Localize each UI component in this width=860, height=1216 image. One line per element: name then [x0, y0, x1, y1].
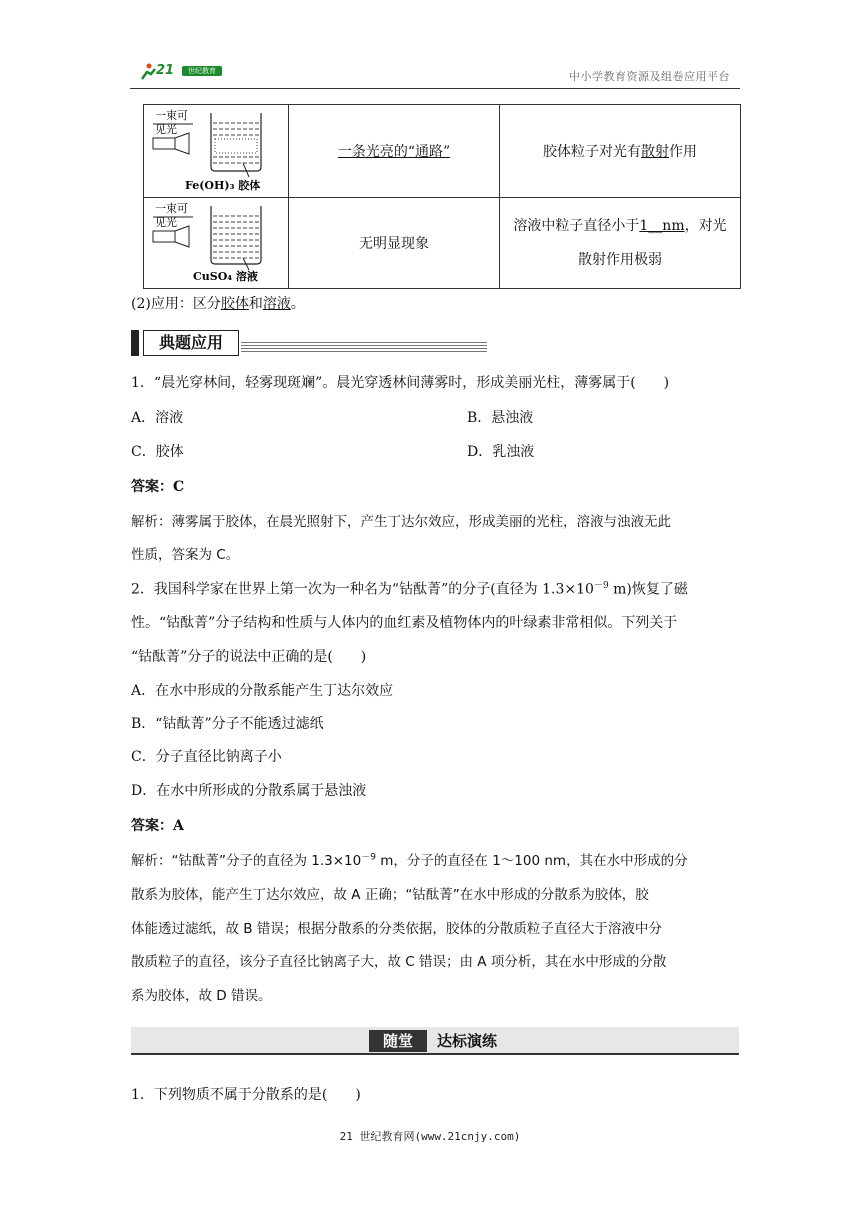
- colloid-figure: [144, 105, 289, 198]
- q2-option-a: A．在水中形成的分散系能产生丁达尔效应: [131, 683, 394, 699]
- q2-solution-line1: [131, 849, 688, 869]
- q2-stem-line3: “钴酞菁”分子的说法中正确的是( ): [131, 649, 367, 665]
- practice-q1: 1．下列物质不属于分散系的是( ): [131, 1087, 361, 1103]
- page-footer: 21 世纪教育网(www.21cnjy.com): [339, 1130, 521, 1143]
- q2-exponent: －9: [593, 581, 609, 591]
- reason-cell: [500, 198, 741, 289]
- q2-solution-line2: 散系为胶体，能产生丁达尔效应，故 A 正确；“钴酞菁”在水中形成的分散系为胶体，胶: [131, 887, 649, 903]
- light-label-1: 一束可: [155, 109, 188, 122]
- q2-option-c: C．分子直径比钠离子小: [131, 749, 282, 765]
- solution-figure: [144, 198, 289, 289]
- light-label-2: 见光: [155, 216, 177, 229]
- site-logo: [138, 62, 233, 82]
- phenomenon-text: 一条光亮的“通路”: [337, 144, 451, 160]
- logo-subtext: 世纪教育: [182, 66, 222, 76]
- section-title: [131, 328, 487, 358]
- q2-solution-text-end: m，分子的直径在 1～100 nm，其在水中形成的分: [375, 853, 688, 869]
- q2-stem-line1: [131, 578, 688, 599]
- beaker-solution-illustration: [145, 198, 287, 284]
- phenomenon-cell: [289, 198, 500, 289]
- application-end: 。: [290, 296, 305, 312]
- application-text: (2)应用：区分: [131, 296, 221, 312]
- q2-stem-text: 2．我国科学家在世界上第一次为一种名为“钴酞菁”的分子(直径为 1.3×10: [131, 581, 594, 598]
- title-hatch: [241, 342, 487, 352]
- q2-option-d: D．在水中所形成的分散系属于悬浊液: [131, 783, 367, 799]
- banner-label-left: 随堂: [369, 1030, 427, 1052]
- q1-solution-line1: 解析：薄雾属于胶体，在晨光照射下，产生丁达尔效应，形成美丽的光柱，溶液与浊液无此: [131, 514, 671, 530]
- q2-solution-line5: 系为胶体，故 D 错误。: [131, 988, 272, 1004]
- logo-text: 21: [156, 63, 175, 78]
- q2-stem-text-end: m)恢复了磁: [608, 581, 688, 598]
- solution-caption: CuSO₄ 溶液: [193, 270, 258, 283]
- table-row: [144, 105, 741, 198]
- q2-option-b: B．“钴酞菁”分子不能透过滤纸: [131, 716, 324, 732]
- tyndall-table: [143, 104, 741, 289]
- q1-option-a: A．溶液: [131, 410, 184, 426]
- light-label-1: 一束可: [155, 202, 188, 215]
- colloid-caption: Fe(OH)₃ 胶体: [185, 179, 261, 192]
- q1-answer: 答案：C: [131, 479, 185, 495]
- q2-solution-line3: 体能透过滤纸，故 B 错误；根据分散系的分类依据，胶体的分散质粒子直径大于溶液中分: [131, 921, 662, 937]
- q1-stem: 1．“晨光穿林间，轻雾现斑斓”。晨光穿透林间薄雾时，形成美丽光柱，薄雾属于( ): [131, 375, 670, 391]
- light-label-2: 见光: [155, 123, 177, 136]
- q1-option-c: C．胶体: [131, 444, 184, 460]
- q2-stem-line2: 性。“钴酞菁”分子结构和性质与人体内的血红素及植物体内的叶绿素非常相似。下列关于: [131, 615, 678, 631]
- application-term-solution: 溶液: [262, 296, 291, 312]
- banner-label-right: 达标演练: [437, 1032, 498, 1050]
- beaker-colloid-illustration: [145, 105, 287, 193]
- title-bar: [131, 330, 139, 356]
- q1-option-b: B．悬浊液: [467, 410, 534, 426]
- page-header: [130, 60, 740, 89]
- q2-solution-exponent: －9: [361, 852, 376, 863]
- application-and: 和: [248, 296, 263, 312]
- q2-answer: 答案：A: [131, 818, 184, 834]
- table-row: [144, 198, 741, 289]
- practice-banner: [131, 1027, 739, 1055]
- q2-solution-line4: 散质粒子的直径，该分子直径比钠离子大，故 C 错误；由 A 项分析，其在水中形成的分散: [131, 954, 667, 970]
- application-term-colloid: 胶体: [220, 296, 249, 312]
- phenomenon-text: 无明显现象: [359, 236, 429, 252]
- q2-solution-text: 解析：“钴酞菁”分子的直径为 1.3×10: [131, 853, 362, 869]
- reason-underlined: 1__nm: [639, 218, 685, 234]
- reason-text-end: ，对光: [684, 218, 727, 234]
- section-title-text: 典题应用: [143, 330, 239, 356]
- reason-text: 溶液中粒子直径小于: [513, 218, 640, 234]
- reason-text: 胶体粒子对光有: [543, 144, 641, 160]
- reason-cell: [500, 105, 741, 198]
- reason-text-end: 作用: [669, 144, 697, 160]
- phenomenon-cell: [289, 105, 500, 198]
- platform-name: 中小学教育资源及组卷应用平台: [569, 70, 730, 83]
- reason-text-line2: 散射作用极弱: [578, 252, 662, 268]
- application-line: [131, 293, 305, 313]
- q1-option-d: D．乳浊液: [467, 444, 535, 460]
- q1-solution-line2: 性质，答案为 C。: [131, 547, 240, 563]
- reason-underlined: 散射: [641, 144, 669, 160]
